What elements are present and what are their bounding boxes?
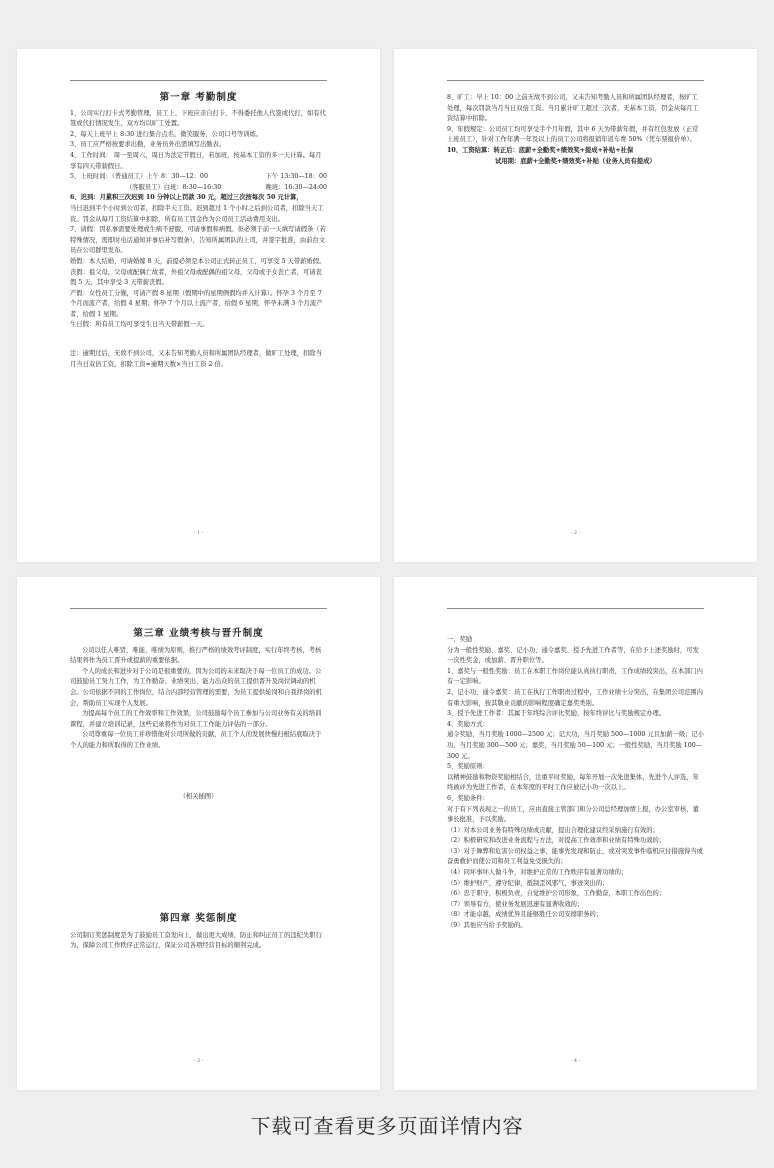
list-item: （1）对本公司业务有特殊功绩或贡献，提出合理化建议经采纳施行有效的； [447, 826, 659, 834]
list-item: （6）忠于职守，积极负责，自觉维护公司形象，工作勤奋，本职工作出色的； [447, 890, 666, 898]
paragraph: 2、每天上班早上 8:30 进行集合点名，微笑服务，公司口号等训练。 [70, 130, 263, 138]
list-item: （4）同坏事坏人做斗争，对维护正常的工作秩序有显著功绩的； [447, 869, 628, 877]
paragraph: 8、旷工：早上 10：00 之前无故不到公司，又未告知考勤人员和所属团队经理者，按旷工处理，每次罚款当月当日双倍工资。当月累计旷工超过三次者，无基本工资，罚金从每月工资结算中扣除。 [447, 94, 699, 123]
chapter-title: 第三章 业绩考核与晋升制度 [133, 628, 264, 639]
paragraph: 公司以任人唯贤、唯能、唯绩为原则，推行严格的绩效考评制度，实行年终考核，考核结果将作为员工晋升或提薪的重要依据。 [70, 646, 322, 665]
list-item: （9）其他应当给予奖励的。 [447, 922, 527, 930]
page-number: - 3 - [193, 1058, 204, 1064]
header-rule [447, 608, 704, 609]
paragraph: 7、请假：因私事需要处理或生病不舒服，可请事假和病假。但必须于前一天填写请假条（若特殊情况，需即时电话通知并事后补写假条），告知所属团队的上司，并签字批准，由前台文员在公司群里发布。 [70, 226, 326, 255]
service-time-row [70, 183, 327, 194]
paragraph: 一、奖励 [447, 636, 473, 643]
paragraph: 公司制订奖惩制度是为了鼓励员工奋发向上，做出更大成绩，防止和纠正员工的违纪失职行为，保障公司工作秩序正常运行，保证公司各项经营目标的顺利完成。 [70, 931, 322, 950]
salary-title: 10、工资结算：转正后：底薪+全勤奖+绩效奖+提成+补贴+社保 [447, 146, 634, 154]
page-number: - 1 - [193, 530, 204, 536]
paragraph: 为提高每个员工的工作效率和工作效果，公司鼓励每个员工参加与公司业务有关的培训课程，并建立培训记录，这些记录将作为对员工工作能力评估的一部分。 [70, 710, 322, 728]
paragraph: 6、奖励条件： [447, 794, 489, 802]
paragraph: 通令奖励，当月奖励 1000—2500 元；记大功，当月奖励 500—1000 元且加薪一级；记小功，当月奖励 300—500 元；嘉奖，当月奖励 50—100 元；一般性奖励，当月奖励 100—300 元。 [447, 731, 705, 760]
figure-caption: （相关插图） [179, 792, 218, 800]
document-page-2 [394, 49, 757, 562]
download-more-link[interactable]: 下载可查看更多页面详情内容 [250, 1114, 524, 1138]
page-content [70, 623, 327, 952]
work-time-afternoon: 下午 13:30—18：00 [265, 173, 327, 181]
paragraph: 4、奖励方式： [447, 720, 489, 728]
paragraph: 生日假：所有员工均可享受生日当天带薪假一天。 [70, 321, 209, 329]
work-time-morning: 5、上班时间：（普通员工）上午 8：30—12：00 [70, 173, 208, 181]
document-page-1 [17, 49, 380, 562]
chapter-title: 第四章 奖惩制度 [159, 913, 238, 925]
page-content [447, 635, 704, 932]
paragraph: 个人的成长和进步对于公司是很重要的，因为公司的未来取决于每一位员工的成功。公司鼓励员工努力工作，为工作勤奋、业绩突出、能力出众的员工提供晋升及岗位调动的机会。公司依据不同的工作岗位，结合内部经营管理的需要，为员工提供轮岗和自我择岗的机会，帮助员工实现个人发展。 [70, 667, 322, 707]
service-time-night: 晚班：16:30—24:00 [265, 183, 327, 191]
note-paragraph: 注：逾期过后，无故不到公司，又未告知考勤人员和所属团队经理者，做旷工处理，扣除当月当日双倍工资。扣除工资=逾期天数×当日工资 2 倍。 [70, 350, 322, 368]
page-content [447, 93, 704, 167]
header-rule [70, 608, 327, 609]
late-rule-text: 当日迟到半个小时到公司者，扣除半天工资。迟到超过 1 个小时之后到公司者，扣除当天工资。罚金从每月工资结算中扣除，所有员工罚金作为公司员工活动费用支出。 [70, 204, 324, 223]
document-page-3 [17, 577, 380, 1090]
paragraph: 对于有下列表现之一的员工，应由直接主管部门和分公司总经理加情上报，办公室审核，董事长批准，予以奖励。 [447, 805, 699, 824]
paragraph: 1、嘉奖与一般性奖励：员工在本职工作岗位能认真执行职责，工作成绩较突出，在本部门内有一定影响。 [447, 667, 703, 686]
page-number: - 2 - [570, 530, 581, 536]
paragraph: 婚假：本人结婚，可请婚嫁 8 天，前提必须是本公司正式转正员工，可享受 5 天带薪婚假。 [70, 257, 326, 265]
work-time-row [70, 172, 327, 183]
paragraph: 3、员工应严格按要求出勤，业务员外出需填写出勤表。 [70, 141, 226, 149]
paragraph: 丧假：祖父母，父母或配偶亡故者，外祖父母或配偶的祖父母，父母或子女丧亡者，可请丧假 5 天，其中享受 3 天带薪丧假。 [70, 268, 322, 287]
paragraph: 公司尊重每一位员工并珍惜他对公司所做的贡献，员工个人的发展快慢归根结底取决于个人的能力和所取得的工作业绩。 [70, 731, 322, 749]
list-item: （8）才能卓越，成绩优异且能够胜任公司安排职务的； [447, 911, 603, 919]
paragraph: 以精神鼓励和物资奖励相结合，注重平时奖励，每年开展一次先进集体，先进个人评选，年终被评为先进工作者，在本年度的平时工作应被记小功一次以上。 [447, 773, 699, 792]
header-rule [447, 80, 704, 81]
paragraph: 9、年假规定：公司员工均可享受半个月年假，其中 6 天为带薪年假，并有红包发放（正常上班员工），针对工作年满一年及以上的员工公司将报销年返车费 50%（凭车票报价单）。 [447, 125, 699, 144]
paragraph: 3、授予先进工作者：其属于年终综合评比奖励，按年终评比与奖励规定办理。 [447, 710, 666, 718]
header-rule [70, 80, 327, 81]
document-page-4 [394, 577, 757, 1090]
list-item: （5）维护财产，遵守纪律，抵制歪风邪气，事迹突出的； [447, 879, 609, 887]
late-rule-bold: 6、迟到：月累积三次迟到 10 分钟以上罚款 30 元，超过三次按每次 50 元计算， [70, 194, 303, 202]
salary-trial: 试用期：底薪+全勤奖+绩效奖+补贴（业务人员有提成） [495, 157, 656, 165]
list-item: （2）积极研究和改进业务流程与方法，对提高工作效率和业绩有特殊功效的； [447, 837, 666, 845]
paragraph: 分为一般性奖励、嘉奖、记小功、通令嘉奖、授予先进工作者等，在给予上述奖励时，可发一次性奖金，或加薪、晋升职位等。 [447, 646, 699, 665]
list-item: （7）领导有方，使业务发展迅速有显著收效的； [447, 900, 584, 908]
paragraph: 5、奖励原则： [447, 763, 489, 771]
list-item: （3）对于舞弊和危害公司权益之事，能事先发现和防止，或对突发事件临机应付措施得当或奋勇救护而使公司和员工利益免受损失的； [447, 847, 703, 866]
service-time-day: （客服员工）白班：8:30—16:30 [126, 183, 222, 191]
paragraph: 1、公司实行打卡式考勤管理，员工上、下班应亲自打卡，不得委托他人代签或代打，如有代签或代打情况发生，双方均以旷工处置。 [70, 109, 326, 128]
page-number: - 4 - [570, 1058, 581, 1064]
paragraph: 2、记小功、通令嘉奖：员工在执行工作职责过程中，工作业绩十分突出，在集团公司范围内有重大影响，按其敬业贡献的影响程度确定嘉奖类别。 [447, 688, 703, 707]
chapter-title: 第一章 考勤制度 [159, 92, 238, 103]
paragraph: 4、工作时间： 周一至周六，周日为法定节假日，若加班，按基本工资的多一天计算。每月享有四天带薪假日。 [70, 151, 322, 170]
page-content [70, 87, 327, 370]
paragraph: 产假：女性员工分娩，可请产假 8 星期（假期中的星期例假均并入计算）。怀孕 3 个月至 7 个月而流产者，给假 4 星期；怀孕 7 个月以上流产者，给假 6 星期，怀孕未满 3 个月流产者，给假 1 星期。 [70, 289, 323, 318]
